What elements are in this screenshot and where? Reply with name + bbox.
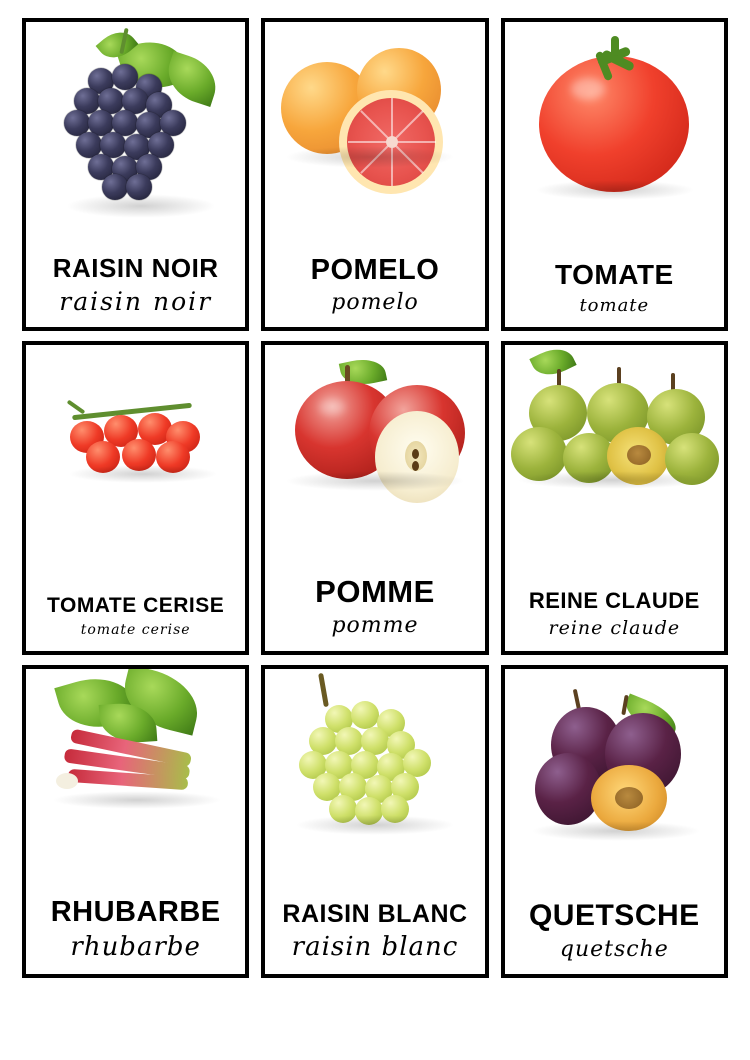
caption-uppercase: RHUBARBE xyxy=(50,895,221,928)
caption-cursive: rhubarbe xyxy=(70,932,201,963)
caption-cursive: quetsche xyxy=(559,936,669,962)
apple-photo xyxy=(265,345,484,576)
damson-plums-photo xyxy=(505,669,724,901)
caption-uppercase: RAISIN NOIR xyxy=(52,252,219,283)
flashcard-pomelo[interactable] xyxy=(261,18,488,331)
caption-uppercase: RAISIN BLANC xyxy=(282,900,468,929)
cherry-tomatoes-photo xyxy=(26,345,245,595)
caption-cursive: pomelo xyxy=(331,290,419,316)
flashcard-reine-claude[interactable] xyxy=(501,341,728,654)
caption-cursive: raisin blanc xyxy=(291,932,459,963)
card-caption xyxy=(26,252,245,328)
greengage-plums-photo xyxy=(505,345,724,588)
flashcard-pomme[interactable] xyxy=(261,341,488,654)
caption-cursive: reine claude xyxy=(548,616,681,639)
flashcard-tomate[interactable] xyxy=(501,18,728,331)
card-caption xyxy=(26,897,245,974)
flashcard-rhubarbe[interactable] xyxy=(22,665,249,978)
card-caption xyxy=(265,255,484,328)
flashcard-quetsche[interactable] xyxy=(501,665,728,978)
flashcard-tomate-cerise[interactable] xyxy=(22,341,249,654)
rhubarb-photo xyxy=(26,669,245,897)
caption-cursive: raisin noir xyxy=(59,286,213,316)
flashcard-grid xyxy=(22,18,728,978)
caption-uppercase: QUETSCHE xyxy=(528,899,700,933)
caption-uppercase: REINE CLAUDE xyxy=(528,587,700,613)
card-caption xyxy=(26,595,245,650)
caption-cursive: tomate xyxy=(579,294,650,316)
card-caption xyxy=(505,260,724,327)
black-grapes-photo xyxy=(26,22,245,255)
caption-uppercase: TOMATE xyxy=(555,259,674,291)
card-caption xyxy=(265,573,484,651)
caption-cursive: tomate cerise xyxy=(80,622,191,639)
caption-uppercase: TOMATE CERISE xyxy=(47,594,225,618)
caption-uppercase: POMELO xyxy=(310,253,440,286)
card-caption xyxy=(265,901,484,974)
card-caption xyxy=(505,900,724,974)
caption-uppercase: POMME xyxy=(315,573,435,609)
caption-cursive: pomme xyxy=(331,613,419,639)
flashcard-raisin-noir[interactable] xyxy=(22,18,249,331)
flashcard-raisin-blanc[interactable] xyxy=(261,665,488,978)
green-grapes-photo xyxy=(265,669,484,902)
grapefruit-photo xyxy=(265,22,484,255)
card-caption xyxy=(505,589,724,651)
tomato-photo xyxy=(505,22,724,260)
